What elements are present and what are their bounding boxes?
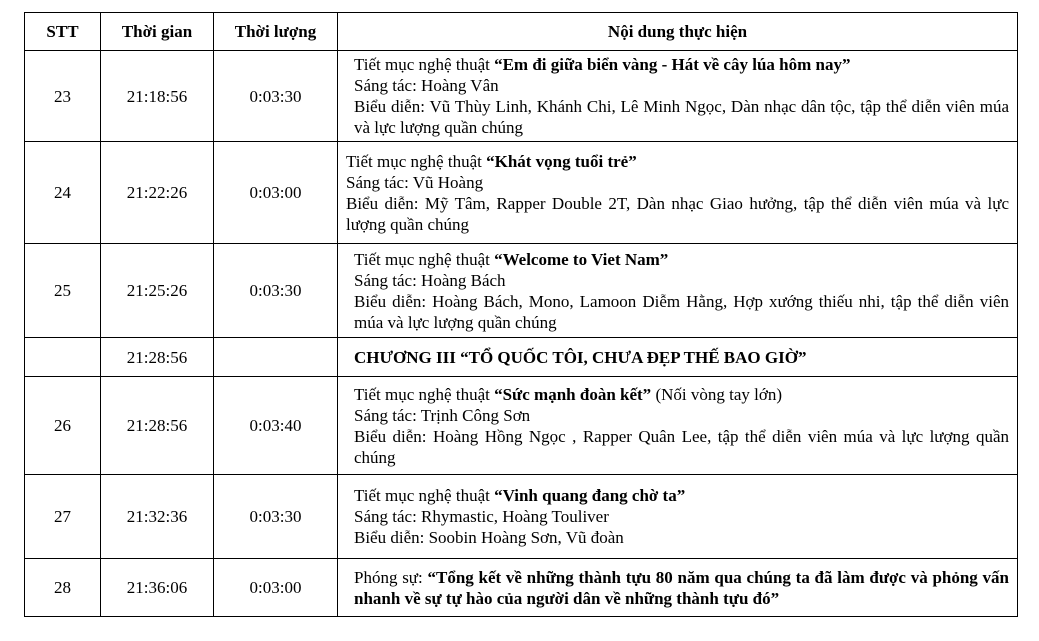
table-row — [25, 51, 1018, 142]
performers-line: Biểu diễn: Hoàng Hồng Ngọc , Rapper Quân Lee, tập thể diễn viên múa và lực lượng quần chúng — [354, 426, 1009, 467]
act-line — [354, 54, 1009, 75]
act-line — [354, 384, 1009, 405]
act-tail: (Nối vòng tay lớn) — [651, 384, 782, 404]
row-content — [338, 142, 1018, 244]
act-title: “Vinh quang đang chờ ta” — [494, 486, 686, 505]
act-lead: Tiết mục nghệ thuật — [354, 384, 495, 404]
header-stt: STT — [25, 13, 101, 51]
row-duration: 0:03:30 — [214, 244, 338, 338]
row-stt: 24 — [25, 142, 101, 244]
act-lead: Tiết mục nghệ thuật — [346, 151, 487, 171]
act-lead: Tiết mục nghệ thuật — [354, 249, 495, 269]
row-time: 21:28:56 — [101, 377, 214, 475]
chapter-title: CHƯƠNG III “TỔ QUỐC TÔI, CHƯA ĐẸP THẾ BAO GIỜ” — [338, 338, 1018, 377]
row-duration: 0:03:30 — [214, 51, 338, 142]
composer-line: Sáng tác: Vũ Hoàng — [346, 172, 484, 192]
composer-line: Sáng tác: Hoàng Bách — [354, 270, 506, 290]
header-content: Nội dung thực hiện — [338, 13, 1018, 51]
row-content — [338, 377, 1018, 475]
row-time: 21:32:36 — [101, 475, 214, 559]
report-line — [354, 567, 1009, 609]
row-content — [338, 244, 1018, 338]
header-duration: Thời lượng — [214, 13, 338, 51]
composer-line: Sáng tác: Hoàng Vân — [354, 76, 499, 95]
header-time: Thời gian — [101, 13, 214, 51]
performers-line: Biểu diễn: Soobin Hoàng Sơn, Vũ đoàn — [354, 528, 624, 547]
table-row — [25, 475, 1018, 559]
row-duration — [214, 338, 338, 377]
row-stt: 23 — [25, 51, 101, 142]
report-title: “Tổng kết về những thành tựu 80 năm qua chúng ta đã làm được và phỏng vấn nhanh về sự tự hào của người dân về những thành tựu đó” — [354, 567, 1009, 608]
row-duration: 0:03:30 — [214, 475, 338, 559]
table-row — [25, 377, 1018, 475]
act-line — [354, 485, 1009, 506]
chapter-row — [25, 338, 1018, 377]
performers-line: Biểu diễn: Mỹ Tâm, Rapper Double 2T, Dàn nhạc Giao hưởng, tập thể diễn viên múa và lực lượng quần chúng — [346, 193, 1009, 234]
row-stt: 26 — [25, 377, 101, 475]
program-schedule — [24, 12, 1018, 617]
act-lead: Tiết mục nghệ thuật — [354, 486, 495, 505]
row-time: 21:36:06 — [101, 559, 214, 617]
composer-line: Sáng tác: Trịnh Công Sơn — [354, 405, 531, 425]
row-stt: 27 — [25, 475, 101, 559]
table-row — [25, 142, 1018, 244]
act-lead: Tiết mục nghệ thuật — [354, 55, 495, 74]
row-time: 21:28:56 — [101, 338, 214, 377]
table-row — [25, 559, 1018, 617]
schedule-table — [24, 12, 1018, 617]
act-title: “Welcome to Viet Nam” — [494, 249, 669, 269]
performers-line: Biểu diễn: Hoàng Bách, Mono, Lamoon Diễm Hằng, Hợp xướng thiếu nhi, tập thể diễn viên múa và lực lượng quần chúng — [354, 291, 1009, 332]
performers-line: Biểu diễn: Vũ Thùy Linh, Khánh Chi, Lê Minh Ngọc, Dàn nhạc dân tộc, tập thể diễn viên múa và lực lượng quần chúng — [354, 97, 1009, 137]
table-row — [25, 244, 1018, 338]
composer-line: Sáng tác: Rhymastic, Hoàng Touliver — [354, 507, 609, 526]
row-stt: 28 — [25, 559, 101, 617]
row-stt: 25 — [25, 244, 101, 338]
row-time: 21:22:26 — [101, 142, 214, 244]
act-title: “Em đi giữa biển vàng - Hát về cây lúa hôm nay” — [494, 55, 851, 74]
act-line — [346, 151, 1009, 172]
row-content — [338, 475, 1018, 559]
row-duration: 0:03:00 — [214, 142, 338, 244]
act-title: “Sức mạnh đoàn kết” — [494, 384, 652, 404]
table-header-row — [25, 13, 1018, 51]
act-title: “Khát vọng tuổi trẻ” — [486, 151, 637, 171]
row-time: 21:18:56 — [101, 51, 214, 142]
row-stt — [25, 338, 101, 377]
row-time: 21:25:26 — [101, 244, 214, 338]
row-duration: 0:03:40 — [214, 377, 338, 475]
row-content — [338, 559, 1018, 617]
act-line — [354, 249, 1009, 270]
row-duration: 0:03:00 — [214, 559, 338, 617]
row-content — [338, 51, 1018, 142]
report-lead: Phóng sự: — [354, 567, 428, 587]
